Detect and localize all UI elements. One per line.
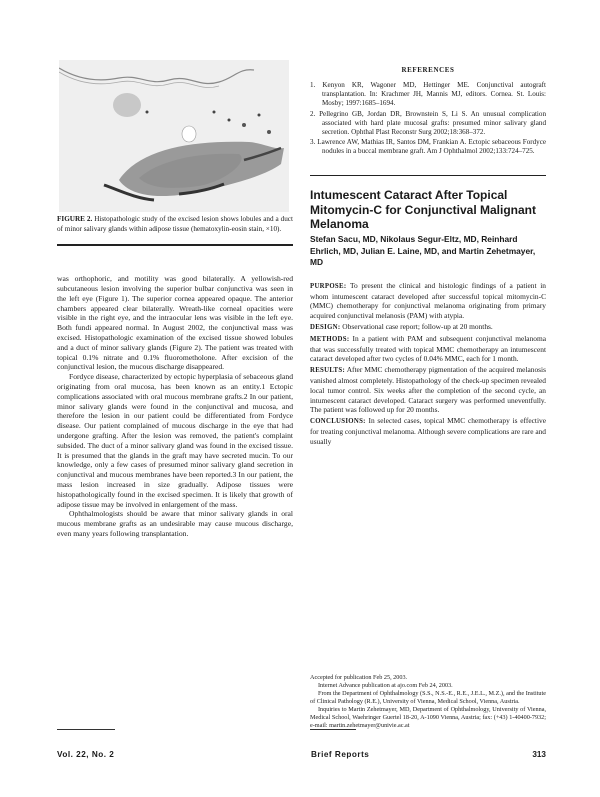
article-title: Intumescent Cataract After Topical Mitomycin-C for Conjunctival Malignant Melanoma bbox=[310, 188, 537, 231]
abstract-results bbox=[310, 365, 546, 415]
abstract-purpose bbox=[310, 281, 546, 321]
abstract-text: To present the clinical and histologic findings of a patient in whom intumescent cataract developed after successful topical mitomycin-C (MMC) chemotherapy for conjunctival melanoma originating from primary acquired conjunctival melanosis (PAM) with atypia. bbox=[310, 280, 546, 321]
reference-item: 1. Kenyon KR, Wagoner MD, Hettinger ME. Conjunctival autograft transplantation. In: Krachmer JH, Mannis MJ, editors. Cornea. St. Louis: Mosby; 1997:1685–1694. bbox=[310, 81, 546, 108]
histopathology-figure bbox=[59, 60, 289, 212]
abstract-label: CONCLUSIONS: bbox=[310, 418, 366, 426]
footnote: Inquiries to Martin Zehetmayer, MD, Department of Ophthalmology, University of Vienna, Medical School, Waehringer Guertel 18-20, A-1090 Vienna, Austria; fax: (+43) 1-40400-7932; e-mail: martin.zehetmayer@univie.ac.at bbox=[310, 706, 546, 729]
body-paragraph: was orthophoric, and motility was good bilaterally. A yellowish-red subcutaneous lesion involving the superior bulbar conjunctiva was seen in the left eye (Figure 1). The superior cornea appeared opaque. The anterior chambers appeared clear bilaterally. Wreath-like corneal opacities were visible in the right eye, and the intraocular lens was visible in the left eye. Both fundi appeared normal. In August 2002, the conjunctival mass was excised. Histopathologic examination of the excised tissue showed lobules and a duct of minor salivary glands (Figure 2). The patient was treated with topical 0.1% nitrate and 0.1% fluorometholone. After excision of the conjunctival lesion, the mucous discharge disappeared. bbox=[57, 274, 293, 372]
abstract-label: DESIGN: bbox=[310, 324, 341, 332]
left-column bbox=[57, 60, 293, 539]
reference-item: 2. Pellegrino GB, Jordan DR, Brownstein S, Li S. An unusual complication associated with hard plate mucosal grafts: presumed minor salivary gland secretion. Ophthal Plast Reconstr Surg 2002;18:368–372. bbox=[310, 109, 546, 137]
micrograph-image bbox=[59, 60, 289, 212]
footnote: Internet Advance publication at ajo.com Feb 24, 2003. bbox=[318, 682, 453, 689]
reference-item: 3. Lawrence AW, Mathias IR, Santos DM, Frankian A. Ectopic sebaceous Fordyce nodules in a buccal membrane graft. Am J Ophthalmol 2002;133:724–725. bbox=[310, 138, 546, 156]
abstract-methods bbox=[310, 334, 546, 364]
abstract-text: In selected cases, topical MMC chemotherapy is effective for treating conjunctival melanoma. Although severe complications are rare and usually bbox=[310, 416, 547, 446]
section-name: Brief Reports bbox=[311, 750, 370, 759]
article-authors: Stefan Sacu, MD, Nikolaus Segur-Eltz, MD, Reinhard Ehrlich, MD, Julian E. Laine, MD, and Martin Zehetmayer, MD bbox=[310, 234, 536, 268]
case-report-body bbox=[57, 274, 293, 539]
abstract bbox=[310, 281, 546, 447]
abstract-text: After MMC chemotherapy pigmentation of the acquired melanosis vanished almost completely. Histopathology of the check-up specimen revealed local tumor control. Six weeks after the completion of the second cycle, an intumescent cataract developed. Cataract surgery was performed uneventfully. The patient was followed up for 20 months. bbox=[310, 365, 546, 415]
abstract-text: Observational case report; follow-up at 20 months. bbox=[342, 322, 493, 332]
abstract-label: PURPOSE: bbox=[310, 282, 347, 290]
footnote: From the Department of Ophthalmology (S.S., N.S.-E., R.E., J.E.L., M.Z.), and the Institute of Clinical Pathology (R.E.), University of Vienna, Medical School, Vienna, Austria. bbox=[310, 690, 546, 705]
references-heading: REFERENCES bbox=[401, 66, 455, 74]
abstract-conclusions bbox=[310, 416, 546, 446]
body-paragraph: Ophthalmologists should be aware that minor salivary glands in oral mucous membrane grafts as an undesirable may cause mucous discharge, even many years following transplantation. bbox=[57, 509, 293, 538]
figure-caption bbox=[57, 215, 293, 234]
abstract-label: RESULTS: bbox=[310, 367, 346, 375]
abstract-label: METHODS: bbox=[310, 335, 350, 343]
page-number: 313 bbox=[532, 750, 546, 759]
article-divider bbox=[310, 175, 546, 177]
journal-volume: Vol. 22, No. 2 bbox=[57, 750, 115, 759]
abstract-text: In a patient with PAM and subsequent conjunctival melanoma that was successfully treated with topical MMC chemotherapy an intumescent cataract developed after two cycles of 0.04% MMC, each for 1 month. bbox=[310, 333, 546, 364]
body-paragraph: Fordyce disease, characterized by ectopic hyperplasia of sebaceous gland originating from oral mucosa, has been known as an entity.1 Ectopic complications associated with oral mucous membrane grafts.2 In our patient, minor salivary glands were found in the conjunctival and mucosa, and therefore the lesion in our patient could be differentiated from Fordyce disease. Our patient complained of mucous discharge in the eye that had undergone grafting. After the lesion was removed, the patient's complaint subsided. The duct of a minor salivary gland was found in the excised tissue. It is presumed that the glands in the graft may have secreted mucin. To our knowledge, only a few cases of presumed minor salivary gland secretion in conjunctival and mucous membranes have been reported.3 In our patient, the mass lesion increased in size gradually. Adipose tissues were histopathologically found in the excised specimen. It is likely that growth of adipose tissue may be involved in enlargement of the mass. bbox=[57, 372, 293, 509]
footer-rule-right bbox=[310, 729, 356, 730]
caption-divider bbox=[57, 244, 293, 246]
right-column bbox=[310, 60, 546, 448]
figure-caption-text: Histopathologic study of the excised lesion shows lobules and a duct of minor salivary glands within adipose tissue (hematoxylin-eosin stain, ×10). bbox=[57, 215, 293, 233]
footer-rule-left bbox=[57, 729, 115, 730]
figure-label: FIGURE 2. bbox=[57, 215, 93, 223]
footnotes bbox=[310, 674, 546, 730]
abstract-design bbox=[310, 322, 546, 333]
footnote: Accepted for publication Feb 25, 2003. bbox=[310, 674, 408, 681]
